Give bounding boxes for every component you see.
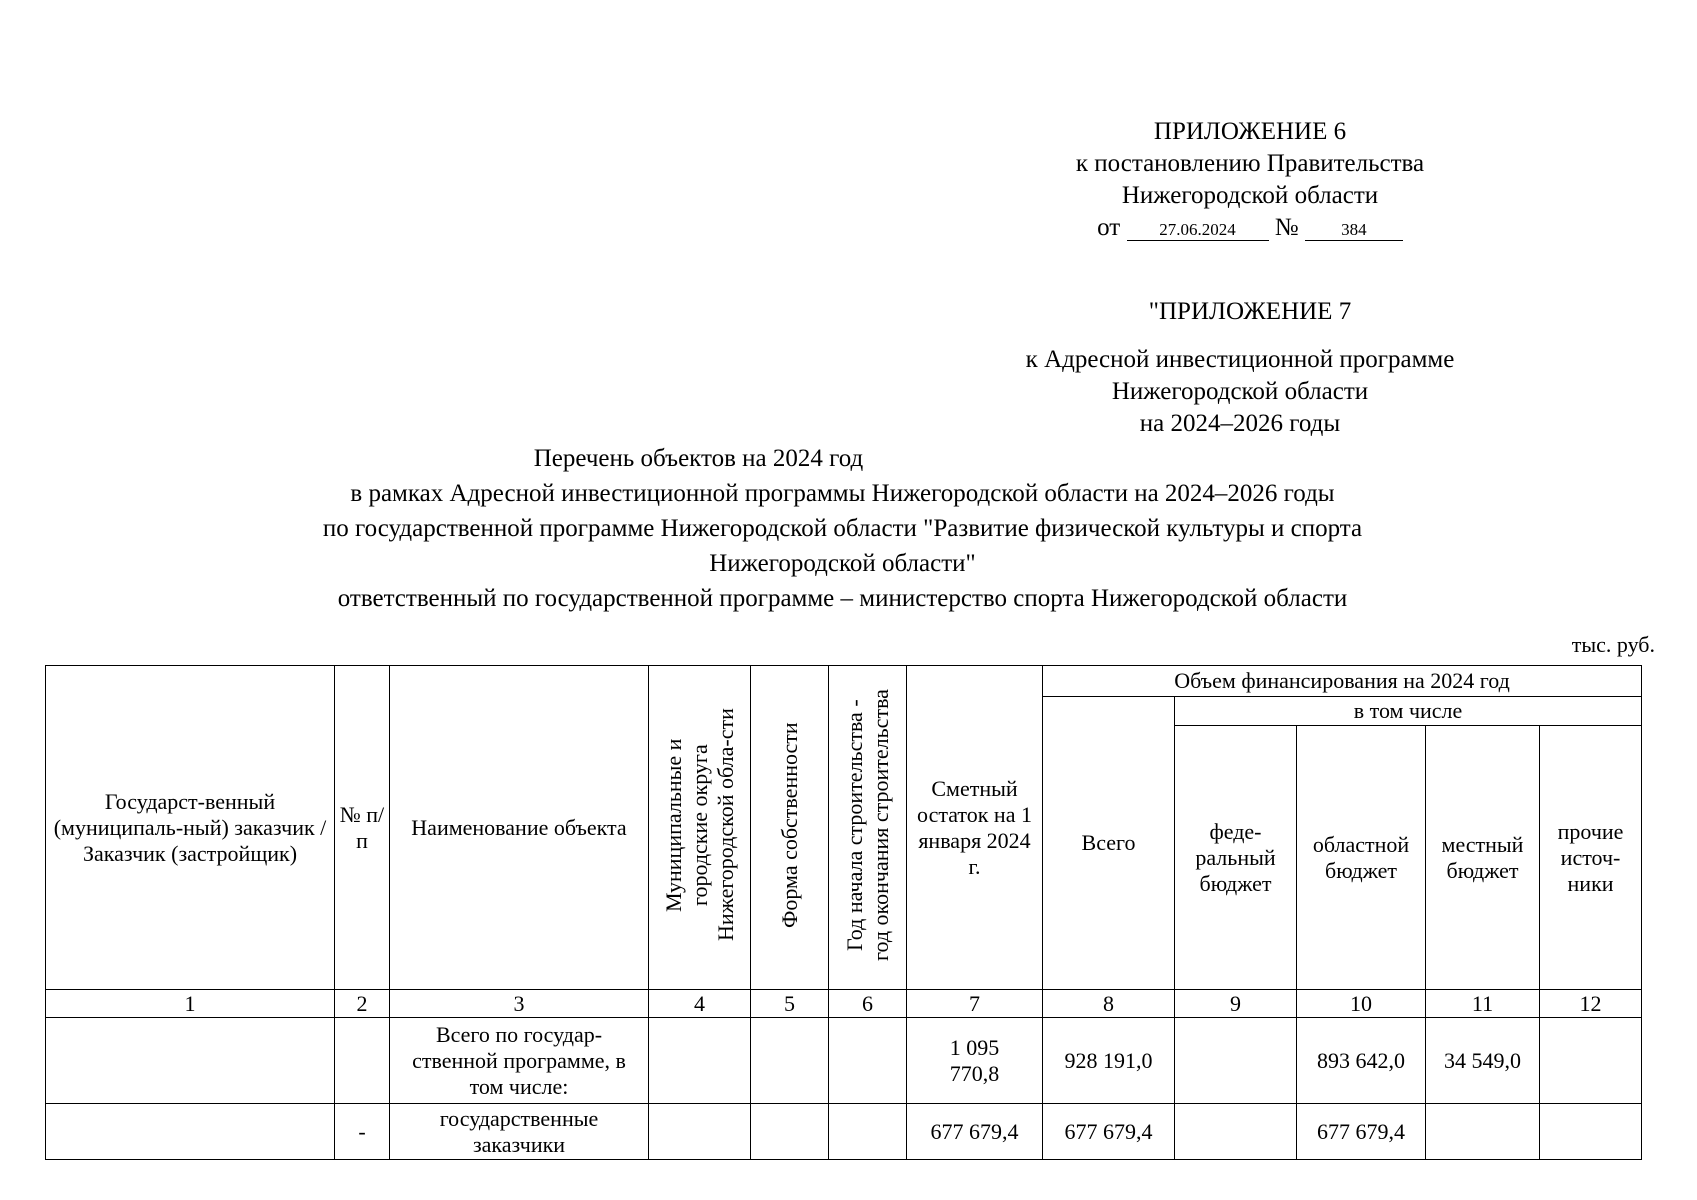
- header-municipality-cell: [649, 666, 751, 990]
- cell-estimate-value: 1 095 770,8: [949, 1034, 1000, 1086]
- heading-line-2: в рамках Адресной инвестиционной программы Нижегородской области на 2024–2026 годы: [350, 480, 1335, 507]
- cell-years: [829, 1104, 907, 1160]
- appendix-6-line-2: Нижегородской области: [1121, 182, 1379, 209]
- heading-line-5: ответственный по государственной программе – министерство спорта Нижегородской области: [337, 585, 1348, 612]
- header-ownership: Форма собственности: [776, 721, 802, 928]
- col-number: 3: [390, 990, 649, 1018]
- date-prefix: от: [1097, 214, 1121, 241]
- cell-name: государственные заказчики: [390, 1104, 649, 1160]
- cell-ownership: [751, 1104, 829, 1160]
- cell-customer: [46, 1104, 335, 1160]
- col-number: 5: [751, 990, 829, 1018]
- col-number: 10: [1297, 990, 1426, 1018]
- cell-num: -: [335, 1104, 390, 1160]
- cell-regional: 893 642,0: [1297, 1018, 1426, 1104]
- header-num: № п/п: [335, 666, 390, 990]
- header-federal: феде-ральный бюджет: [1175, 726, 1297, 990]
- col-number: 4: [649, 990, 751, 1018]
- cell-municipality: [649, 1018, 751, 1104]
- appendix-7-block: [990, 344, 1490, 440]
- heading-line-4: Нижегородской области": [709, 550, 976, 577]
- cell-regional: 677 679,4: [1297, 1104, 1426, 1160]
- header-row-1: [46, 666, 1642, 697]
- document-number: 384: [1305, 220, 1403, 241]
- cell-municipality: [649, 1104, 751, 1160]
- cell-ownership: [751, 1018, 829, 1104]
- cell-num: [335, 1018, 390, 1104]
- cell-years: [829, 1018, 907, 1104]
- appendix-7-title: "ПРИЛОЖЕНИЕ 7: [1148, 298, 1352, 325]
- objects-table: [45, 665, 1642, 1160]
- appendix-6-line-1: к постановлению Правительства: [1075, 150, 1425, 177]
- col-number: 6: [829, 990, 907, 1018]
- heading-line-3: по государственной программе Нижегородской области "Развитие физической культуры и спорта: [322, 515, 1363, 542]
- header-municipality: Муниципальные и городские округа Нижегородской обла-сти: [660, 708, 738, 941]
- cell-local: 34 549,0: [1426, 1018, 1540, 1104]
- cell-estimate: 677 679,4: [907, 1104, 1043, 1160]
- header-other: прочие источ-ники: [1540, 726, 1642, 990]
- header-funding: Объем финансирования на 2024 год: [1043, 666, 1642, 697]
- header-estimate: Сметный остаток на 1 января 2024 г.: [907, 666, 1043, 990]
- appendix-6-title: ПРИЛОЖЕНИЕ 6: [1153, 118, 1347, 145]
- header-years-cell: [829, 666, 907, 990]
- header-name: Наименование объекта: [390, 666, 649, 990]
- header-including: в том числе: [1175, 697, 1642, 726]
- appendix-7-line-3: на 2024–2026 годы: [1139, 410, 1341, 437]
- appendix-7-line-1: к Адресной инвестиционной программе: [1025, 346, 1455, 373]
- cell-total: 928 191,0: [1043, 1018, 1175, 1104]
- cell-customer: [46, 1018, 335, 1104]
- units-label: тыс. руб.: [1571, 632, 1655, 657]
- cell-federal: [1175, 1018, 1297, 1104]
- cell-estimate: [907, 1018, 1043, 1104]
- header-regional: областной бюджет: [1297, 726, 1426, 990]
- header-local: местный бюджет: [1426, 726, 1540, 990]
- table-row: [46, 1104, 1642, 1160]
- column-numbers-row: [46, 990, 1642, 1018]
- col-number: 1: [46, 990, 335, 1018]
- heading-line-1: Перечень объектов на 2024 год: [533, 445, 864, 472]
- header-ownership-cell: [751, 666, 829, 990]
- cell-other: [1540, 1018, 1642, 1104]
- table-row: [46, 1018, 1642, 1104]
- appendix-6-date-line: [1000, 212, 1500, 244]
- col-number: 8: [1043, 990, 1175, 1018]
- appendix-7-line-2: Нижегородской области: [1111, 378, 1369, 405]
- col-number: 2: [335, 990, 390, 1018]
- col-number: 9: [1175, 990, 1297, 1018]
- header-customer: Государст-венный (муниципаль-ный) заказчик / Заказчик (застройщик): [46, 666, 335, 990]
- number-prefix: №: [1274, 214, 1299, 241]
- col-number: 7: [907, 990, 1043, 1018]
- appendix-6-block: [1000, 116, 1500, 244]
- cell-federal: [1175, 1104, 1297, 1160]
- header-years: Год начала строительства - год окончания строительства: [841, 688, 893, 961]
- cell-other: [1540, 1104, 1642, 1160]
- document-date: 27.06.2024: [1127, 220, 1269, 241]
- cell-name: Всего по государ-ственной программе, в том числе:: [390, 1018, 649, 1104]
- cell-local: [1426, 1104, 1540, 1160]
- col-number: 12: [1540, 990, 1642, 1018]
- col-number: 11: [1426, 990, 1540, 1018]
- cell-total: 677 679,4: [1043, 1104, 1175, 1160]
- header-total: Всего: [1043, 697, 1175, 990]
